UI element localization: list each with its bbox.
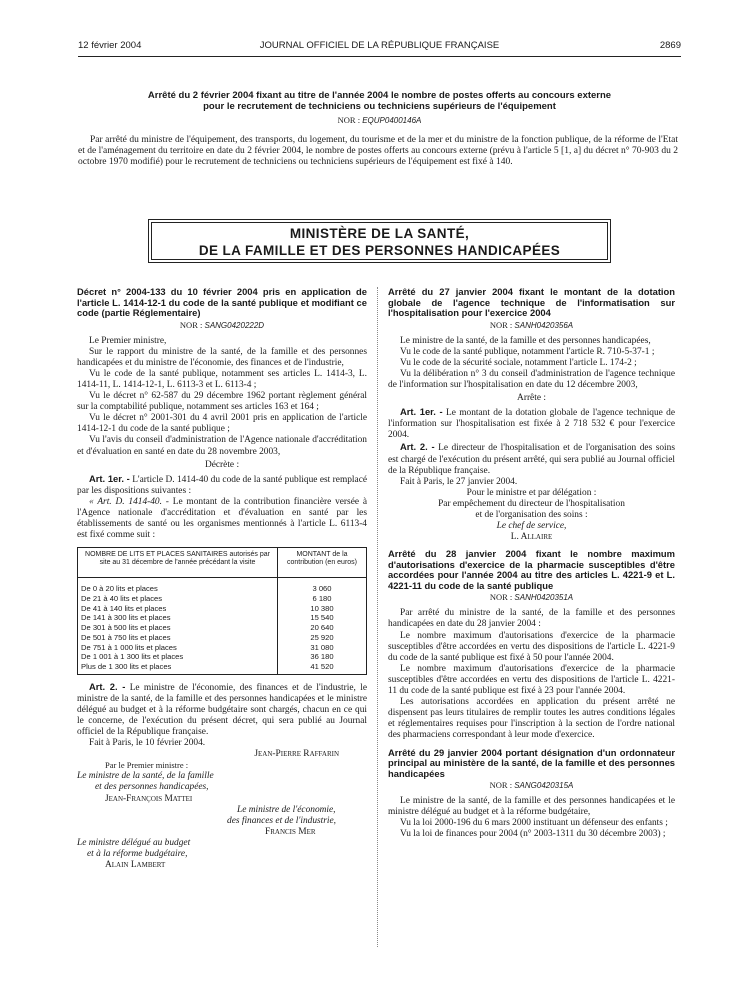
decret-para: Vu le code de la santé publique, notamment ses articles L. 1414-3, L. 1414-11, L. 1414-12-1, L. 6113-3 et L. 6113-4 ;: [77, 368, 367, 390]
top-arrete-text: Par arrêté du ministre de l'équipement, des transports, du logement, du tourisme et de la mer et du ministre de la fonction publique, de la réforme de l'Etat et de l'aménagement du territoire en date du 2 février 2004, le nombre de postes offerts au concours externe (prévu à l'article 5 [1, a] du décret n° 70-903 du 2 octobre 1970 modifié) pour le recrutement de techniciens ou techniciens supérieurs de l'équipement est fixé à 140.: [78, 135, 678, 168]
header-rule: [78, 56, 681, 57]
arrete27-art2: Art. 2. - Le directeur de l'hospitalisation et de l'organisation des soins est chargé de l'exécution du présent arrêté, qui sera publié au Journal officiel de la République française.: [388, 441, 675, 476]
arrete29-nor: NOR : SANG0420315A: [489, 780, 574, 790]
contribution-table: [77, 547, 367, 674]
arrete27-para: Vu la délibération n° 3 du conseil d'administration de l'agence technique de l'information sur l'hospitalisation en date du 12 décembre 2003,: [388, 368, 675, 390]
signer-title: Le ministre de l'économie,: [237, 804, 336, 815]
table-row: [78, 652, 367, 662]
table-row: [78, 594, 367, 604]
header-journal-title: JOURNAL OFFICIEL DE LA RÉPUBLIQUE FRANÇAISE: [259, 40, 500, 51]
decret-para: Sur le rapport du ministre de la santé, de la famille et des personnes handicapées et du ministre de l'économie, des finances et de l'industrie,: [77, 346, 367, 368]
arrete27-sig: Pour le ministre et par délégation :: [466, 487, 597, 498]
arrete27-para: Vu le code de la sécurité sociale, notamment l'article L. 174-2 ;: [400, 357, 637, 368]
arrete28-para: Le nombre maximum d'autorisations d'exercice de la pharmacie susceptibles d'être accordées en vertu des dispositions de l'article L. 4221-9 du code de la santé publique est fixé à 50 pour l'année 2004.: [388, 630, 675, 663]
arrete29-para: Vu la loi de finances pour 2004 (n° 2003-1311 du 30 décembre 2003) ;: [400, 829, 666, 840]
table-cell-amount: 31 080: [278, 643, 367, 653]
table-row: [78, 633, 367, 643]
signer-mer: Francis Mer: [265, 826, 316, 837]
ministry-banner: [148, 219, 611, 263]
signer-premier-ministre: Jean-Pierre Raffarin: [254, 749, 339, 760]
table-cell-range: De 21 à 40 lits et places: [78, 594, 278, 604]
arrete28-nor: NOR : SANH0420351A: [489, 592, 574, 603]
table-cell-range: De 41 à 140 lits et places: [78, 604, 278, 614]
table-cell-range: De 1 001 à 1 300 lits et places: [78, 652, 278, 662]
arrete28-para: Le nombre maximum d'autorisations d'exercice de la pharmacie susceptibles d'être accordées en vertu des dispositions de l'article L. 4221-11 du code de la santé publique est fixé à 23 pour l'année 2004.: [388, 663, 675, 697]
arrete28-para: Les autorisations accordées en application du présent arrêté ne dispensent pas leurs titulaires de remplir toutes les autres conditions légales et réglementaires requises pour l'inscription à la section de l'ordre national des pharmaciens correspondant à leur mode d'exercice.: [388, 697, 675, 741]
arrete27-nor: NOR : SANH0420356A: [489, 319, 574, 330]
header-date: 12 février 2004: [78, 40, 142, 51]
table-cell-range: De 501 à 750 lits et places: [78, 633, 278, 643]
table-cell-range: De 301 à 500 lits et places: [78, 623, 278, 633]
arrete27-para: Vu le code de la santé publique, notamment l'article R. 710-5-37-1 ;: [400, 346, 655, 357]
table-header-montant: MONTANT de la contribution (en euros): [278, 548, 367, 578]
arrete27-art1: Art. 1er. - Le montant de la dotation globale de l'agence technique de l'information sur l'hospitalisation est fixée à 2 718 532 € pour l'exercice 2004.: [388, 406, 676, 441]
par-premier-ministre: Par le Premier ministre :: [105, 760, 189, 771]
arrete27-sig: Par empêchement du directeur de l'hospitalisation: [438, 498, 625, 509]
decret-art1-quote: « Art. D. 1414-40. - Le montant de la contribution financière versée à l'Agence nationale d'accréditation et d'évaluation en santé par les établissements de santé ou les organismes mentionnés à l'article L. 6113-4 est fixé comme suit :: [77, 496, 367, 541]
decret-decrete: Décrète :: [204, 459, 240, 470]
table-row: [78, 623, 367, 633]
table-row: [78, 578, 367, 594]
table-row: [78, 613, 367, 623]
table-cell-range: De 0 à 20 lits et places: [78, 578, 278, 594]
signer-lambert: Alain Lambert: [105, 860, 166, 871]
arrete27-sig: et de l'organisation des soins :: [475, 510, 588, 520]
table-cell-amount: 3 060: [278, 578, 367, 594]
table-cell-range: De 751 à 1 000 lits et places: [78, 643, 278, 653]
left-column: [77, 287, 367, 871]
decret-fait: Fait à Paris, le 10 février 2004.: [89, 738, 206, 749]
column-divider: [377, 287, 378, 947]
decret-para: Vu le décret n° 62-587 du 29 décembre 1962 portant règlement général sur la comptabilité publique, notamment ses articles 163 et 164 ;: [77, 391, 367, 413]
arrete27-sig: Le chef de service,: [496, 521, 567, 532]
table-cell-range: Plus de 1 300 lits et places: [78, 662, 278, 674]
ministry-line-1: MINISTÈRE DE LA SANTÉ,: [289, 226, 470, 241]
signer-title: et à la réforme budgétaire,: [87, 849, 188, 860]
table-cell-amount: 36 180: [278, 652, 367, 662]
table-row: [78, 643, 367, 653]
decret-art2: Art. 2. - Le ministre de l'économie, des finances et de l'industrie, le ministre de la santé, de la famille et des personnes handicapées et le ministre délégué au budget et à la réforme budgétaire sont chargés, chacun en ce qui le concerne, de l'exécution du présent décret, qui sera publié au Journal officiel de la République française.: [77, 680, 367, 737]
arrete28-para: Par arrêté du ministre de la santé, de la famille et des personnes handicapées en date du 28 janvier 2004 :: [388, 608, 675, 630]
table-cell-amount: 41 520: [278, 662, 367, 674]
top-arrete-title: Arrêté du 2 février 2004 fixant au titre de l'année 2004 le nombre de postes offerts au concours externe pour le recrutement de techniciens ou techniciens supérieurs de l'équipement: [147, 90, 612, 112]
arrete27-arrete: Arrête :: [517, 393, 546, 404]
arrete27-signer: L. Allaire: [510, 532, 553, 543]
signer-title: Le ministre de la santé, de la famille: [77, 771, 214, 782]
signer-title: et des personnes handicapées,: [95, 782, 209, 793]
table-cell-amount: 10 380: [278, 604, 367, 614]
decret-para: Vu le décret n° 2001-301 du 4 avril 2001 pris en application de l'article 1414-12-1 du code de la santé publique ;: [77, 413, 367, 435]
decret-title: Décret n° 2004-133 du 10 février 2004 pris en application de l'article L. 1414-12-1 du code de la santé publique et modifiant ce code (partie Réglementaire): [77, 286, 367, 318]
table-cell-amount: 6 180: [278, 594, 367, 604]
arrete27-para: Le ministre de la santé, de la famille et des personnes handicapées,: [400, 335, 651, 346]
table-cell-range: De 141 à 300 lits et places: [78, 613, 278, 623]
arrete27-fait: Fait à Paris, le 27 janvier 2004.: [400, 476, 518, 487]
table-header-lits: NOMBRE DE LITS ET PLACES SANITAIRES autorisés par site au 31 décembre de l'année précédant la visite: [78, 548, 278, 578]
table-row: [78, 662, 367, 674]
table-cell-amount: 15 540: [278, 613, 367, 623]
arrete29-para: Vu la loi 2000-196 du 6 mars 2000 instituant un défenseur des enfants ;: [400, 818, 668, 829]
arrete27-title: Arrêté du 27 janvier 2004 fixant le montant de la dotation globale de l'agence technique de l'informatisation sur l'hospitalisation pour l'exercice 2004: [388, 286, 675, 318]
table-cell-amount: 25 920: [278, 633, 367, 643]
right-column: [388, 287, 675, 840]
header-page-number: 2869: [659, 40, 681, 51]
table-row: [78, 604, 367, 614]
arrete29-para: Le ministre de la santé, de la famille et des personnes handicapées et le ministre délégué au budget et à la réforme budgétaire,: [388, 796, 675, 818]
decret-para: Le Premier ministre,: [89, 335, 167, 346]
signer-title: des finances et de l'industrie,: [227, 815, 337, 826]
arrete29-title: Arrêté du 29 janvier 2004 portant désignation d'un ordonnateur principal au ministère de la santé, de la famille et des personnes handicapées: [388, 746, 675, 779]
decret-para: Vu l'avis du conseil d'administration de l'Agence nationale d'accréditation et d'évaluation en santé en date du 28 novembre 2003,: [77, 435, 367, 457]
decret-art1: Art. 1er. - L'article D. 1414-40 du code de la santé publique est remplacé par les dispositions suivantes :: [77, 472, 368, 496]
ministry-line-2: DE LA FAMILLE ET DES PERSONNES HANDICAPÉES: [198, 243, 561, 258]
decret-nor: NOR : SANG0420222D: [179, 319, 265, 330]
top-arrete-nor: NOR : EQUP0400146A: [337, 115, 422, 125]
arrete28-title: Arrêté du 28 janvier 2004 fixant le nombre maximum d'autorisations d'exercice de la pharmacie susceptibles d'être accordées pour l'année 2004 au titre des articles L. 4221-9 et L. 4221-11 du code de la santé publique: [388, 548, 675, 591]
signer-mattei: Jean-François Mattei: [105, 793, 193, 804]
signer-title: Le ministre délégué au budget: [77, 837, 191, 848]
table-cell-amount: 20 640: [278, 623, 367, 633]
